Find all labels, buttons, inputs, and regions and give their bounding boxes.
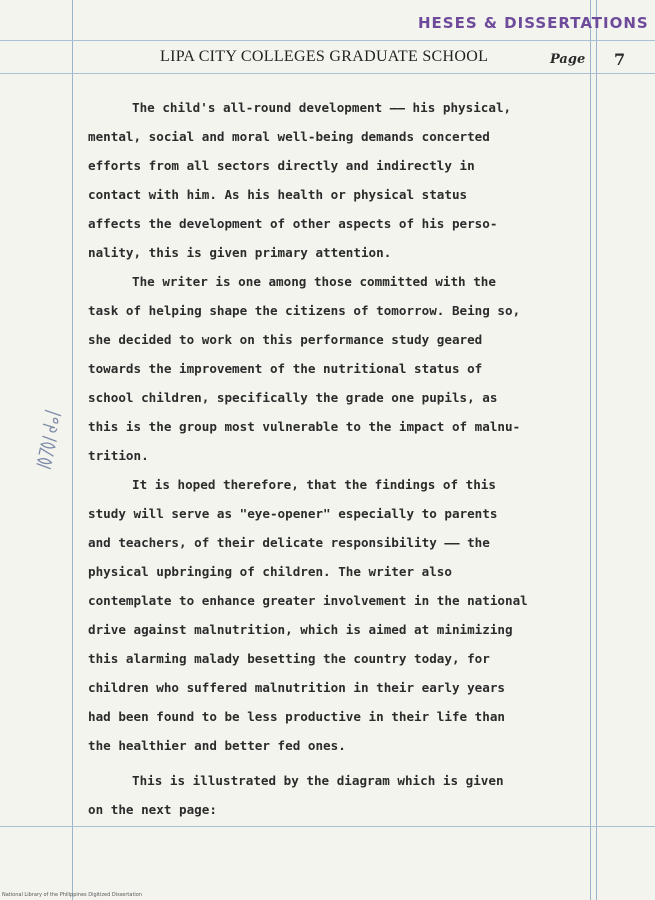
text-line: mental, social and moral well-being demands concerted (88, 129, 490, 144)
text-line: physical upbringing of children. The writer also (88, 564, 452, 579)
text-line: had been found to be less productive in their life than (88, 709, 506, 724)
text-line: contemplate to enhance greater involvement in the national (88, 593, 528, 608)
text-line: efforts from all sectors directly and indirectly in (88, 158, 475, 173)
text-line: trition. (88, 448, 149, 463)
text-line: this is the group most vulnerable to the impact of malnu- (88, 419, 521, 434)
handwritten-margin-note (28, 400, 72, 475)
text-line: school children, specifically the grade one pupils, as (88, 390, 498, 405)
text-line: towards the improvement of the nutritional status of (88, 361, 483, 376)
text-line: This is illustrated by the diagram which is given (132, 773, 504, 788)
text-line: this alarming malady besetting the country today, for (88, 651, 490, 666)
text-line: contact with him. As his health or physical status (88, 187, 468, 202)
text-line: the healthier and better fed ones. (88, 738, 346, 753)
header-rule-top (0, 40, 655, 41)
handwriting-icon (28, 400, 72, 475)
text-line: It is hoped therefore, that the findings of this (132, 477, 496, 492)
text-line: The writer is one among those committed with the (132, 274, 496, 289)
archive-stamp: HESES & DISSERTATIONS (418, 14, 649, 32)
footer-rule (0, 826, 655, 827)
text-line: study will serve as "eye-opener" especially to parents (88, 506, 498, 521)
page-number: 7 (614, 50, 626, 69)
archive-footer: National Library of the Philippines Digitized Dissertation (2, 892, 143, 898)
page-label: Page (550, 52, 586, 67)
school-header-title: LIPA CITY COLLEGES GRADUATE SCHOOL (160, 48, 489, 65)
text-line: The child's all-round development —— his physical, (132, 100, 512, 115)
text-line: children who suffered malnutrition in their early years (88, 680, 506, 695)
body-text (88, 93, 598, 824)
text-line: nality, this is given primary attention. (88, 245, 392, 260)
text-line: on the next page: (88, 802, 217, 817)
text-line: and teachers, of their delicate responsibility —— the (88, 535, 490, 550)
text-line: drive against malnutrition, which is aimed at minimizing (88, 622, 513, 637)
margin-rule-left (72, 0, 73, 900)
text-line: task of helping shape the citizens of tomorrow. Being so, (88, 303, 521, 318)
text-line: affects the development of other aspects of his perso- (88, 216, 498, 231)
text-line: she decided to work on this performance study geared (88, 332, 483, 347)
header-rule-bottom (0, 73, 655, 74)
